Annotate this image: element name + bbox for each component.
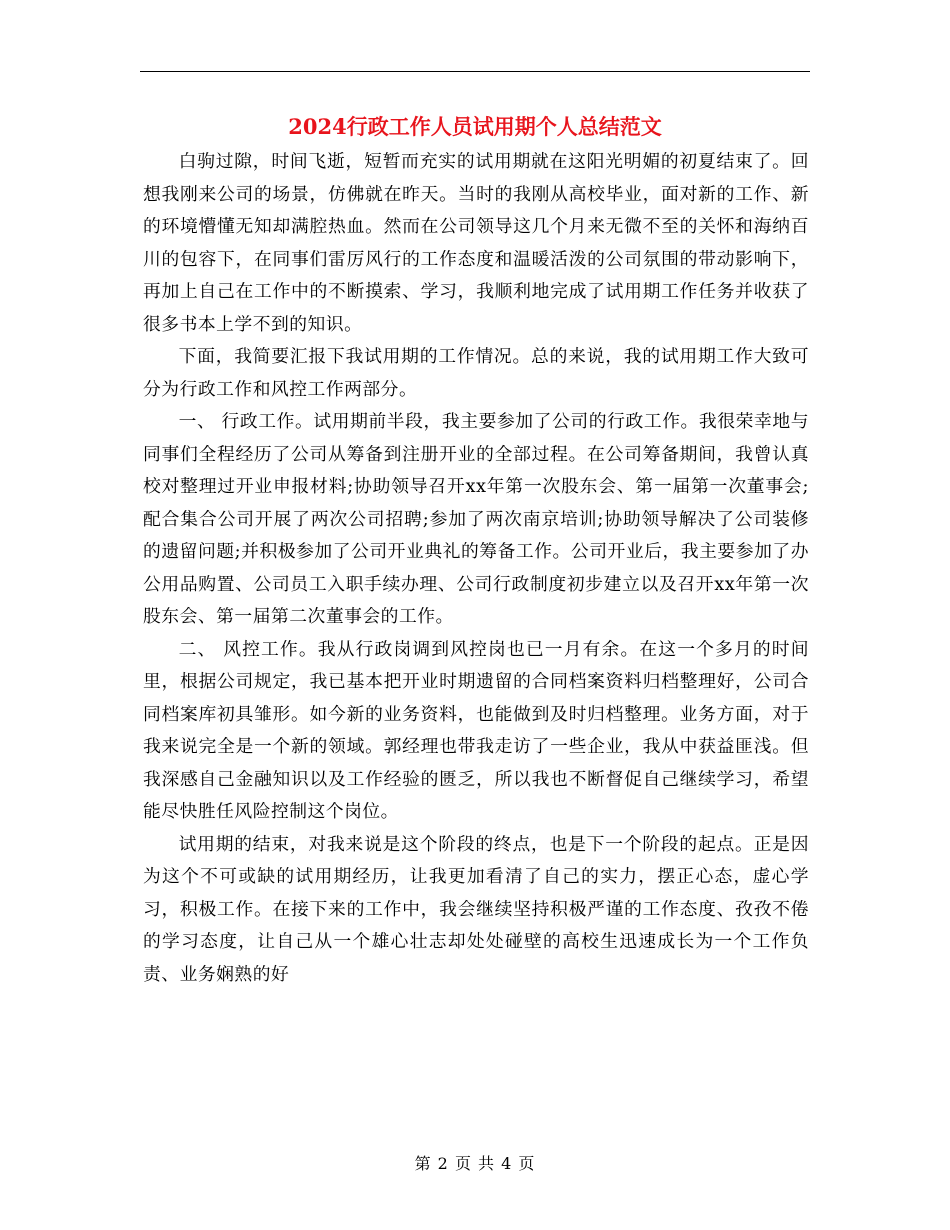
header-rule — [140, 71, 810, 72]
document-title: 2024行政工作人员试用期个人总结范文 — [288, 114, 662, 139]
paragraph-overview: 下面，我简要汇报下我试用期的工作情况。总的来说，我的试用期工作大致可分为行政工作和风控工作两部分。 — [143, 346, 809, 400]
paragraph-conclusion: 试用期的结束，对我来说是这个阶段的终点，也是下一个阶段的起点。正是因为这个不可或缺的试用期经历，让我更加看清了自己的实力，摆正心态，虚心学习，积极工作。在接下来的工作中，我会继续坚持积极严谨的工作态度、孜孜不倦的学习态度，让自己从一个雄心壮志却处处碰壁的高校生迅速成长为一个工作负责、业务娴熟的好 — [143, 833, 809, 985]
paragraph-risk-control-work: 二、 风控工作。我从行政岗调到风控岗也已一月有余。在这一个多月的时间里，根据公司规定，我已基本把开业时期遗留的合同档案资料归档整理好，公司合同档案库初具雏形。如今新的业务资料，也能做到及时归档整理。业务方面，对于我来说完全是一个新的领域。郭经理也带我走访了一些企业，我从中获益匪浅。但我深感自己金融知识以及工作经验的匮乏，所以我也不断督促自己继续学习，希望能尽快胜任风险控制这个岗位。 — [143, 638, 809, 822]
document-body — [143, 146, 809, 991]
paragraph-admin-work: 一、 行政工作。试用期前半段，我主要参加了公司的行政工作。我很荣幸地与同事们全程经历了公司从筹备到注册开业的全部过程。在公司筹备期间，我曾认真校对整理过开业申报材料;协助领导召开xx年第一次股东会、第一届第一次董事会;配合集合公司开展了两次公司招聘;参加了两次南京培训;协助领导解决了公司装修的遗留问题;并积极参加了公司开业典礼的筹备工作。公司开业后，我主要参加了办公用品购置、公司员工入职手续办理、公司行政制度初步建立以及召开xx年第一次股东会、第一届第二次董事会的工作。 — [143, 411, 809, 627]
paragraph-intro: 白驹过隙，时间飞逝，短暂而充实的试用期就在这阳光明媚的初夏结束了。回想我刚来公司的场景，仿佛就在昨天。当时的我刚从高校毕业，面对新的工作、新的环境懵懂无知却满腔热血。然而在公司领导这几个月来无微不至的关怀和海纳百川的包容下，在同事们雷厉风行的工作态度和温暖活泼的公司氛围的带动影响下，再加上自己在工作中的不断摸索、学习，我顺利地完成了试用期工作任务并收获了很多书本上学不到的知识。 — [143, 151, 809, 335]
page-number-footer: 第 2 页 共 4 页 — [414, 1154, 536, 1173]
